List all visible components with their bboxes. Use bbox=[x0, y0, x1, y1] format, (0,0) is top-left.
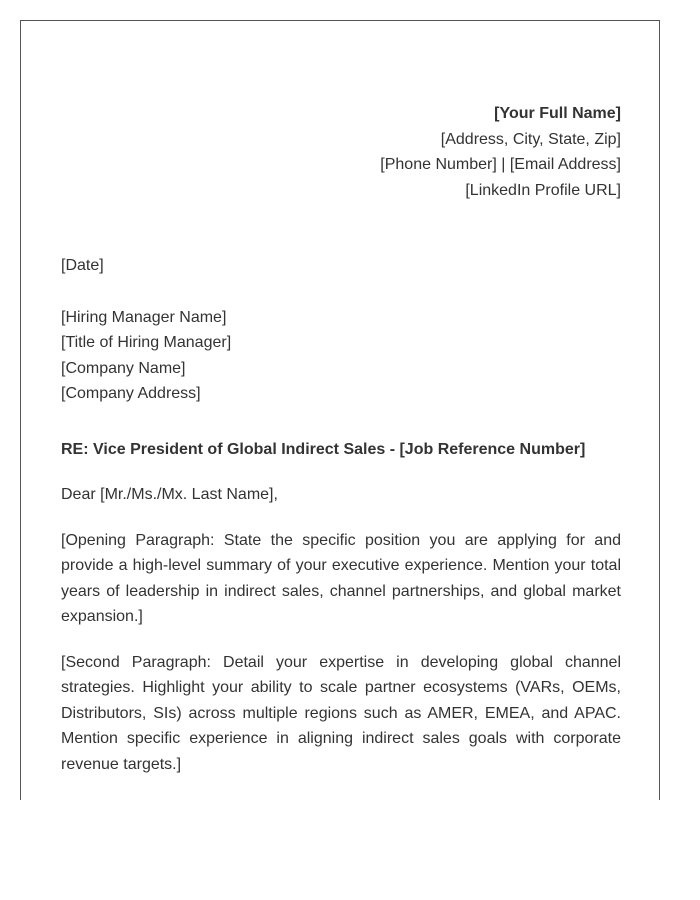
recipient-name: [Hiring Manager Name] bbox=[61, 308, 227, 326]
recipient-title: [Title of Hiring Manager] bbox=[61, 334, 232, 351]
recipient-block bbox=[61, 305, 621, 407]
sender-linkedin: [LinkedIn Profile URL] bbox=[465, 181, 621, 199]
opening-paragraph: [Opening Paragraph: State the specific position you are applying for and provide a high-level summary of your executive experience. Mention your total years of leadership in indirect sales, channel partnerships, and global market expansion.] bbox=[61, 531, 621, 625]
subject-line: RE: Vice President of Global Indirect Sales - [Job Reference Number] bbox=[61, 440, 586, 458]
recipient-address: [Company Address] bbox=[61, 385, 201, 402]
sender-address: [Address, City, State, Zip] bbox=[440, 130, 621, 148]
recipient-company: [Company Name] bbox=[61, 359, 186, 377]
sender-name: [Your Full Name] bbox=[494, 105, 621, 122]
sender-contact: [Phone Number] | [Email Address] bbox=[380, 156, 621, 173]
salutation: Dear [Mr./Ms./Mx. Last Name], bbox=[61, 486, 278, 503]
letter-date: [Date] bbox=[61, 257, 104, 274]
letter-content bbox=[61, 101, 621, 777]
sender-block bbox=[61, 101, 621, 203]
letter-page bbox=[20, 20, 660, 800]
second-paragraph: [Second Paragraph: Detail your expertise in developing global channel strategies. Highlight your ability to scale partner ecosystems (VARs, OEMs, Distributors, SIs) across multiple regions such as AMER, EMEA, and APAC. Mention specific experience in aligning indirect sales goals with corporate revenue targets.] bbox=[61, 653, 621, 773]
